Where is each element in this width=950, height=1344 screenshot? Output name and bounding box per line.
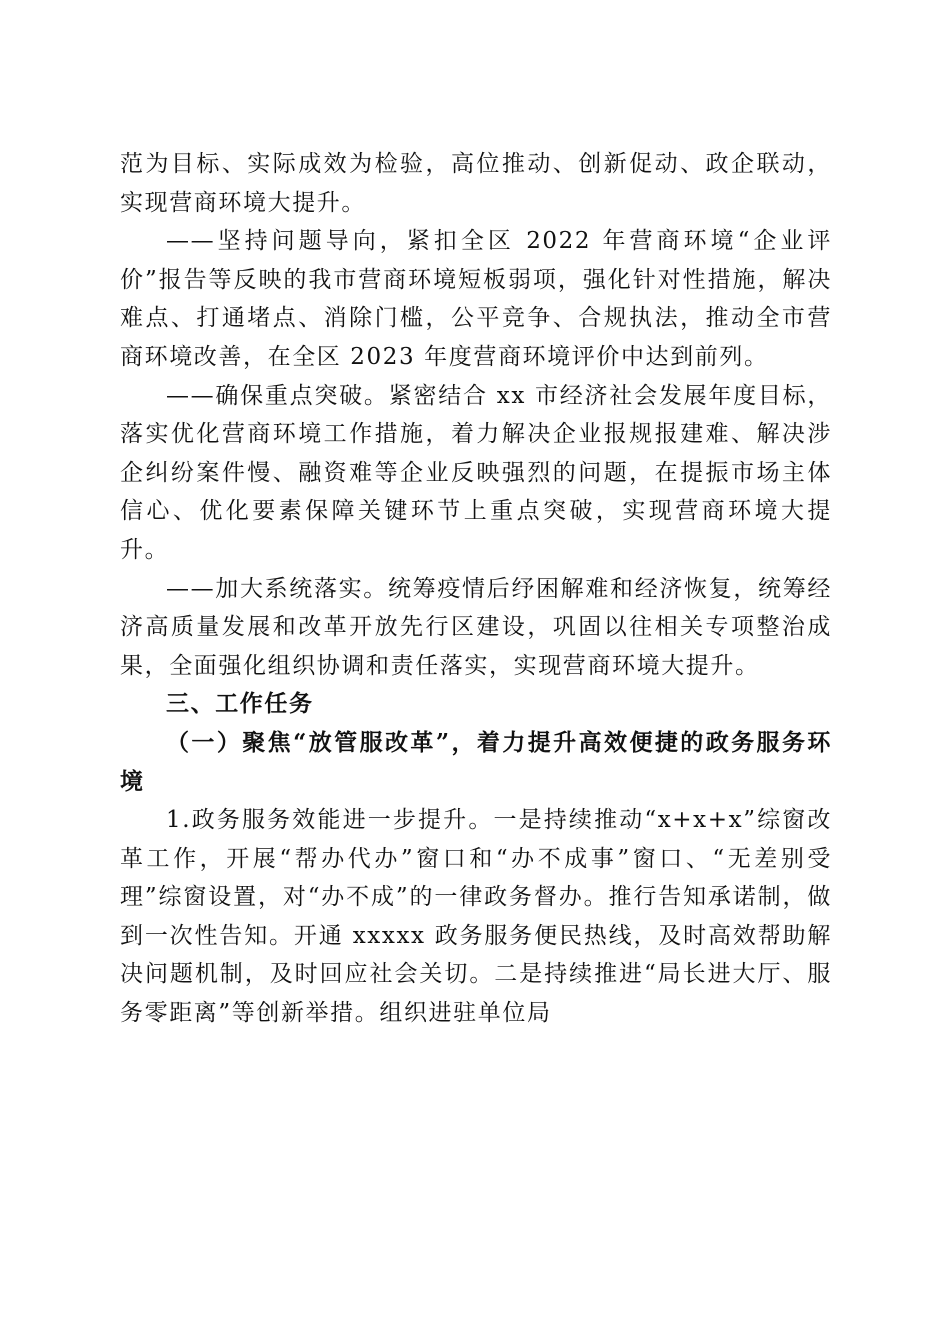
- paragraph-government-service: 1.政务服务效能进一步提升。一是持续推动“x+x+x”综窗改革工作，开展“帮办代办”窗口和“办不成事”窗口、“无差别受理”综窗设置，对“办不成”的一律政务督办。推行告知承诺制，做到一次性告知。开通 xxxxx 政务服务便民热线，及时高效帮助解决问题机制，及时回应社会关切。二是持续推进“局长进大厅、服务零距离”等创新举措。组织进驻单位局: [120, 807, 832, 1027]
- document-body: [120, 145, 832, 1033]
- paragraph-problem-orientation: ——坚持问题导向，紧扣全区 2022 年营商环境“企业评价”报告等反映的我市营商环境短板弱项，强化针对性措施，解决难点、打通堵点、消除门槛，公平竞争、合规执法，推动全市营商环境改善，在全区 2023 年度营商环境评价中达到前列。: [120, 228, 832, 370]
- paragraph-key-breakthrough: ——确保重点突破。紧密结合 xx 市经济社会发展年度目标，落实优化营商环境工作措施，着力解决企业报规报建难、解决涉企纠纷案件慢、融资难等企业反映强烈的问题，在提振市场主体信心、优化要素保障关键环节上重点突破，实现营商环境大提升。: [120, 382, 832, 563]
- subsection-heading-reform: （一）聚焦“放管服改革”，着力提升高效便捷的政务服务环境: [120, 728, 832, 795]
- section-heading-work-tasks: 三、工作任务: [166, 690, 314, 718]
- paragraph-system-implementation: ——加大系统落实。统筹疫情后纾困解难和经济恢复，统筹经济高质量发展和改革开放先行区建设，巩固以往相关专项整治成果，全面强化组织协调和责任落实，实现营商环境大提升。: [120, 575, 832, 679]
- paragraph-continuation: 范为目标、实际成效为检验，高位推动、创新促动、政企联动，实现营商环境大提升。: [120, 151, 832, 216]
